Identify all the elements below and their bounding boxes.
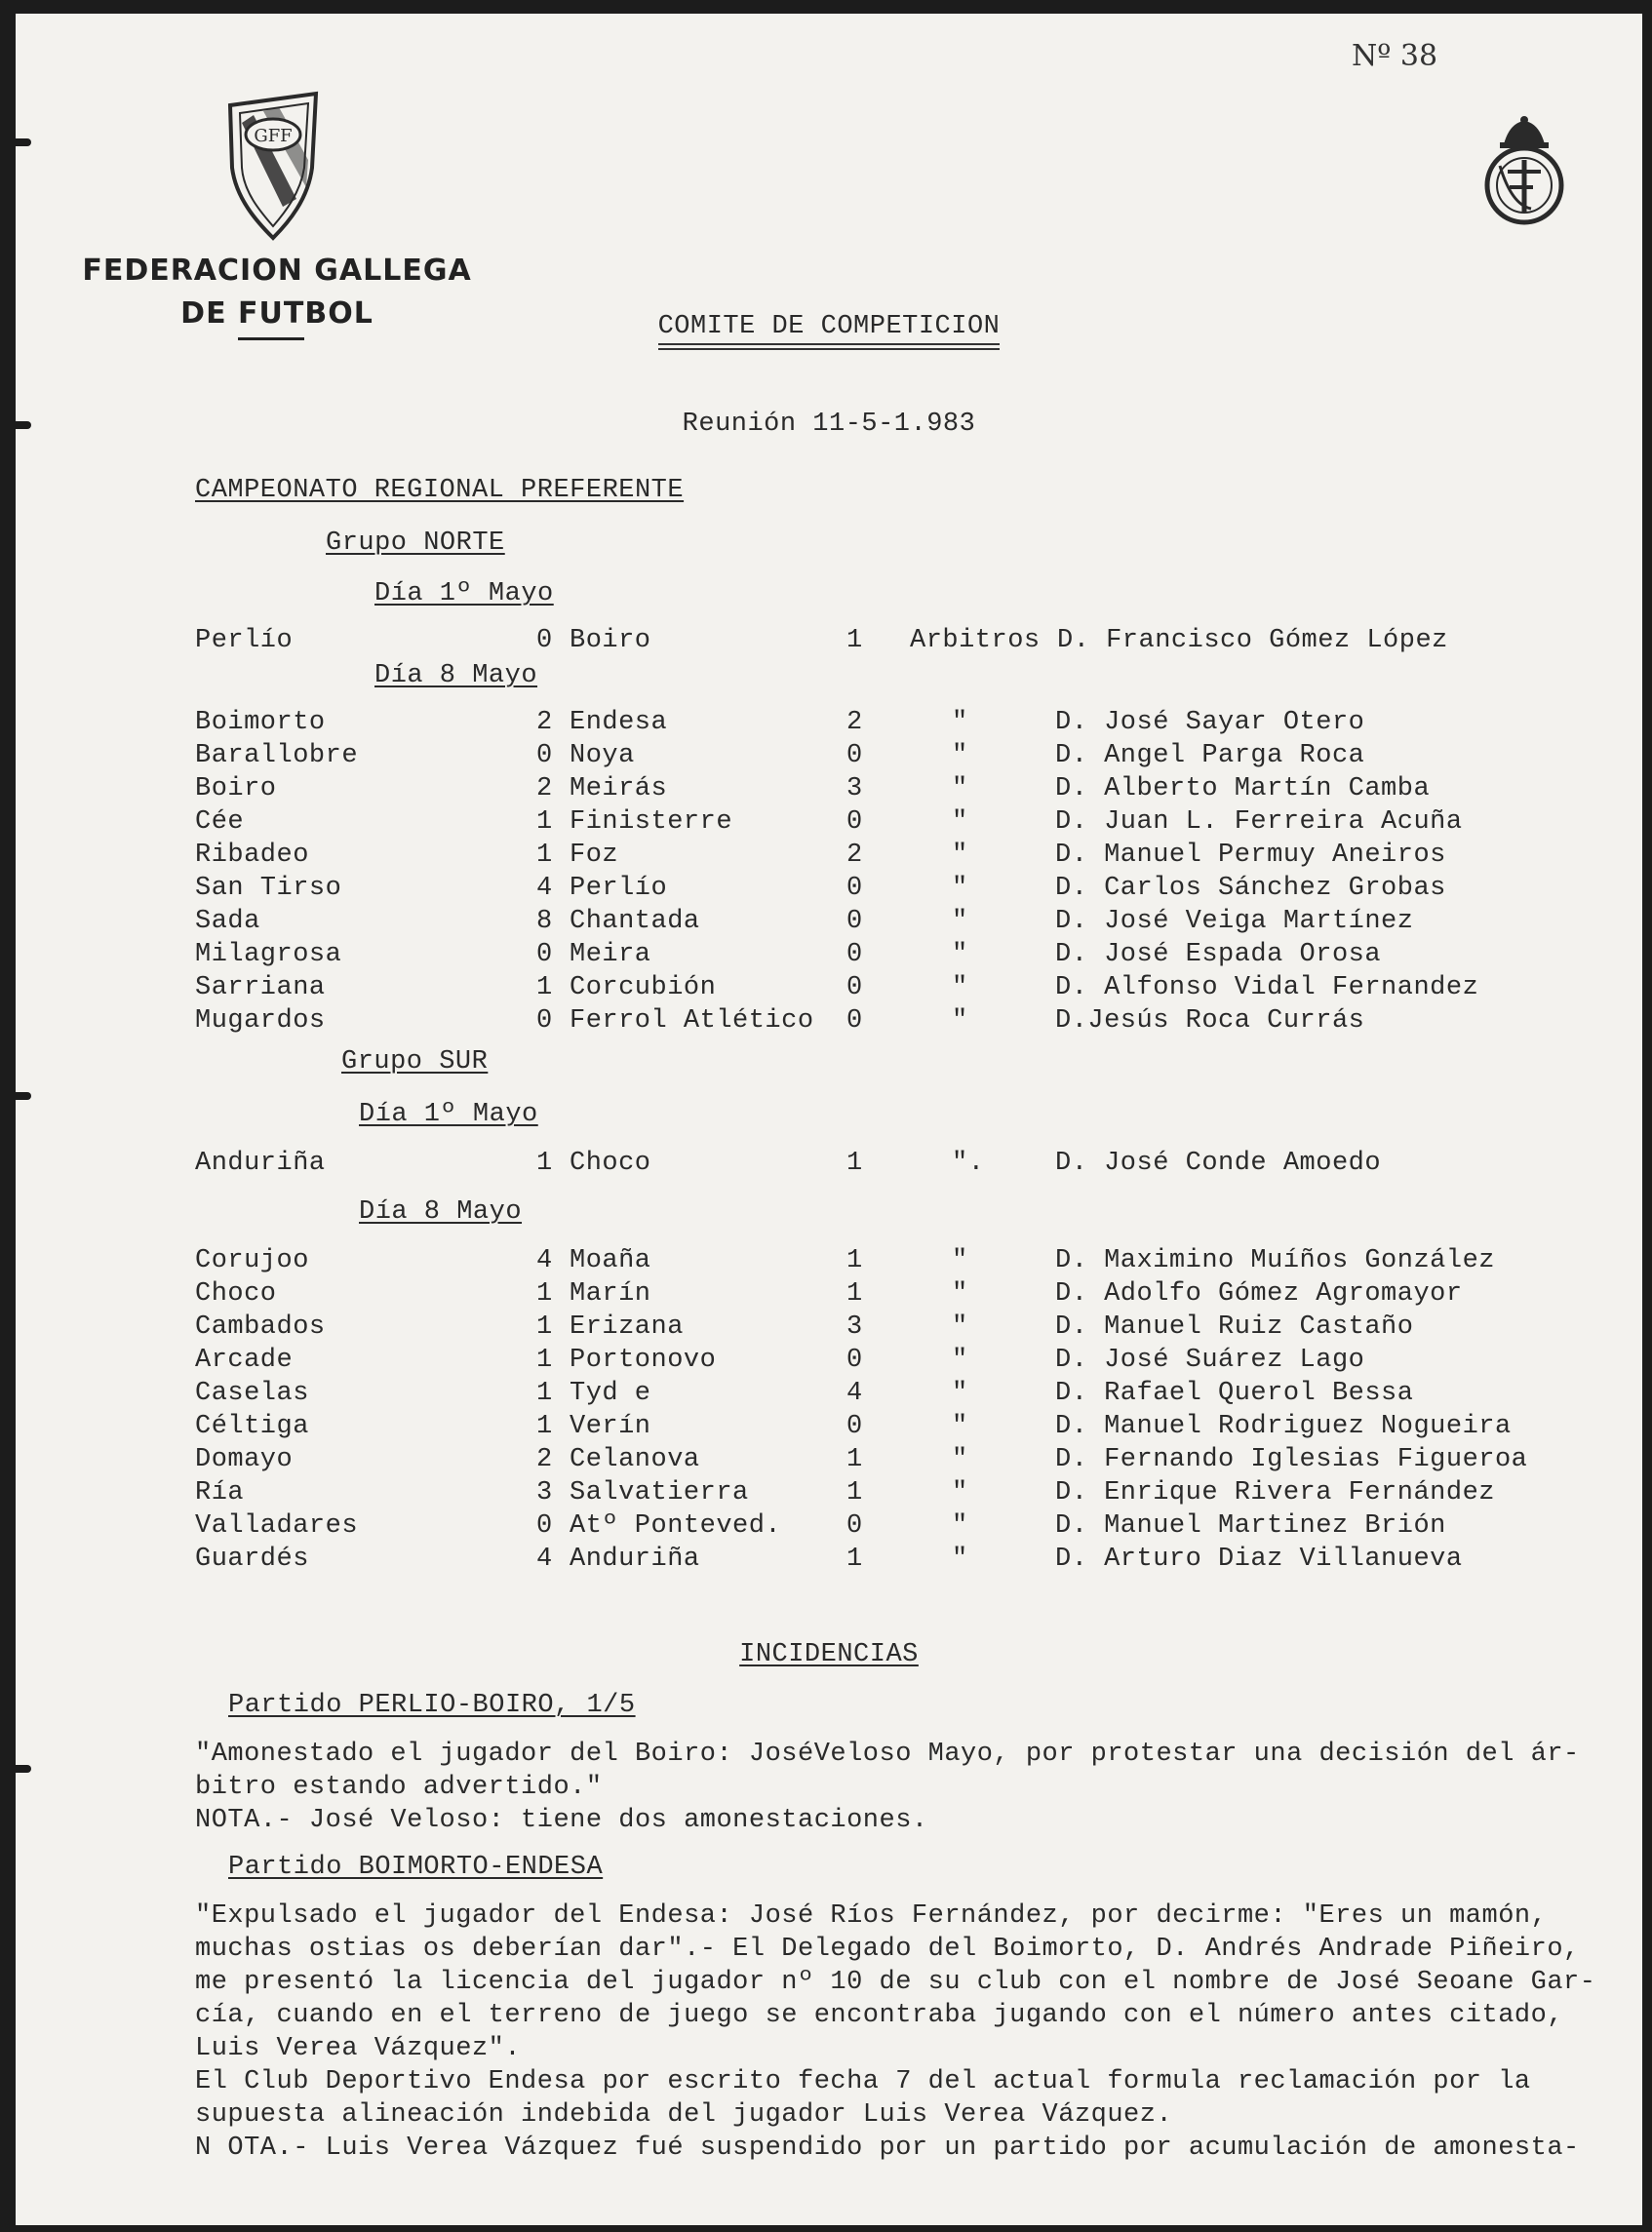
ditto-mark: " — [952, 1279, 968, 1309]
away-team: Salvatierra — [570, 1478, 749, 1508]
match-row — [16, 1312, 1642, 1346]
away-team: Anduriña — [570, 1545, 700, 1574]
text-line: cía, cuando en el terreno de juego se encontraba jugando con el número antes citado, — [195, 2001, 1564, 2030]
home-score: 1 — [536, 973, 553, 1002]
championship-title: CAMPEONATO REGIONAL PREFERENTE — [195, 476, 685, 505]
away-team: Foz — [570, 841, 619, 870]
ditto-mark: " — [952, 1545, 968, 1574]
match-row — [16, 1246, 1642, 1279]
away-score: 4 — [846, 1379, 863, 1408]
arbitros-label: Arbitros — [910, 626, 1041, 655]
away-team: Celanova — [570, 1445, 700, 1474]
match-row — [16, 1545, 1642, 1578]
text-line: supuesta alineación indebida del jugador Luis Verea Vázquez. — [195, 2100, 1173, 2130]
away-score: 1 — [846, 1149, 863, 1178]
match-row — [16, 1379, 1642, 1412]
ditto-mark: " — [952, 841, 968, 870]
ditto-mark: " — [952, 1246, 968, 1275]
match-row — [16, 1006, 1642, 1039]
away-team: Choco — [570, 1149, 651, 1178]
match-row — [16, 626, 1642, 659]
home-team: Céltiga — [195, 1412, 309, 1441]
federation-shield-logo — [224, 90, 322, 242]
norte-day8-title: Día 8 Mayo — [374, 661, 538, 690]
ditto-mark: " — [952, 1346, 968, 1375]
match-row — [16, 874, 1642, 907]
away-team: Verín — [570, 1412, 651, 1441]
home-team: Domayo — [195, 1445, 294, 1474]
group-norte-title: Grupo NORTE — [326, 529, 505, 558]
home-team: Guardés — [195, 1545, 309, 1574]
home-team: Boiro — [195, 774, 277, 803]
match-row — [16, 807, 1642, 841]
away-team: Tyd e — [570, 1379, 651, 1408]
away-team: Chantada — [570, 907, 700, 936]
away-team: Erizana — [570, 1312, 684, 1342]
referee: D. José Suárez Lago — [1055, 1346, 1365, 1375]
ditto-mark: " — [952, 1379, 968, 1408]
referee: D. Manuel Rodriguez Nogueira — [1055, 1412, 1512, 1441]
home-score: 0 — [536, 626, 553, 655]
away-team: Perlío — [570, 874, 668, 903]
document-page — [16, 14, 1642, 2225]
away-score: 0 — [846, 1412, 863, 1441]
home-team: Cée — [195, 807, 245, 837]
away-team: Marín — [570, 1279, 651, 1309]
away-team: Portonovo — [570, 1346, 717, 1375]
away-score: 1 — [846, 626, 863, 655]
away-team: Boiro — [570, 626, 651, 655]
away-score: 0 — [846, 874, 863, 903]
away-team: Endesa — [570, 708, 668, 737]
away-team: Moaña — [570, 1246, 651, 1275]
home-score: 1 — [536, 807, 553, 837]
away-score: 1 — [846, 1246, 863, 1275]
home-score: 0 — [536, 1006, 553, 1036]
home-score: 8 — [536, 907, 553, 936]
ditto-mark: ". — [952, 1149, 985, 1178]
home-score: 4 — [536, 874, 553, 903]
text-line: bitro estando advertido." — [195, 1773, 603, 1802]
text-line: Luis Verea Vázquez". — [195, 2034, 522, 2063]
home-score: 2 — [536, 1445, 553, 1474]
away-score: 3 — [846, 774, 863, 803]
away-score: 0 — [846, 940, 863, 969]
incidencias-title — [16, 1640, 1642, 1669]
away-score: 0 — [846, 1006, 863, 1036]
text-line: NOTA.- José Veloso: tiene dos amonestaciones. — [195, 1806, 928, 1835]
referee: D. José Espada Orosa — [1055, 940, 1382, 969]
federation-name-line1: FEDERACION GALLEGA — [82, 254, 472, 288]
referee: D. Maximino Muíños González — [1055, 1246, 1495, 1275]
home-team: Caselas — [195, 1379, 309, 1408]
referee: D. Manuel Ruiz Castaño — [1055, 1312, 1414, 1342]
ditto-mark: " — [952, 774, 968, 803]
ditto-mark: " — [952, 1478, 968, 1508]
away-score: 3 — [846, 1312, 863, 1342]
referee: D.Jesús Roca Currás — [1055, 1006, 1365, 1036]
home-team: San Tirso — [195, 874, 342, 903]
referee: D. José Conde Amoedo — [1055, 1149, 1382, 1178]
rfef-crest-logo — [1482, 115, 1566, 232]
group-sur-title: Grupo SUR — [341, 1047, 489, 1077]
ditto-mark: " — [952, 1006, 968, 1036]
ditto-mark: " — [952, 807, 968, 837]
home-team: Sarriana — [195, 973, 326, 1002]
ditto-mark: " — [952, 741, 968, 770]
text-line: me presentó la licencia del jugador nº 10 de su club con el nombre de José Seoane Gar- — [195, 1968, 1596, 1997]
referee: D. Adolfo Gómez Agromayor — [1055, 1279, 1463, 1309]
sur-day1-title: Día 1º Mayo — [359, 1100, 538, 1129]
document-number: Nº 38 — [1352, 39, 1438, 73]
away-score: 1 — [846, 1478, 863, 1508]
incidencias-title-text: INCIDENCIAS — [739, 1640, 919, 1669]
match-row — [16, 1346, 1642, 1379]
text-line: "Expulsado el jugador del Endesa: José Ríos Fernández, por decirme: "Eres un mamón, — [195, 1901, 1548, 1931]
home-team: Milagrosa — [195, 940, 342, 969]
federation-name-line2: DE FUTBOL — [180, 296, 374, 331]
text-line: muchas ostias os deberían dar".- El Delegado del Boimorto, D. Andrés Andrade Piñeiro, — [195, 1935, 1580, 1964]
away-score: 1 — [846, 1279, 863, 1309]
norte-day1-title: Día 1º Mayo — [374, 579, 554, 608]
away-team: Meirás — [570, 774, 668, 803]
home-team: Sada — [195, 907, 260, 936]
away-score: 1 — [846, 1545, 863, 1574]
svg-text:GFF: GFF — [254, 126, 293, 146]
home-team: Ribadeo — [195, 841, 309, 870]
away-team: Finisterre — [570, 807, 733, 837]
sur-day8-title: Día 8 Mayo — [359, 1197, 523, 1227]
referee: D. Alberto Martín Camba — [1055, 774, 1431, 803]
away-score: 0 — [846, 1346, 863, 1375]
ditto-mark: " — [952, 973, 968, 1002]
away-score: 2 — [846, 841, 863, 870]
home-score: 1 — [536, 841, 553, 870]
match-row — [16, 774, 1642, 807]
meeting-date: Reunión 11-5-1.983 — [682, 410, 976, 439]
match-row — [16, 708, 1642, 741]
away-score: 0 — [846, 907, 863, 936]
referee: D. Rafael Querol Bessa — [1055, 1379, 1414, 1408]
match-row — [16, 741, 1642, 774]
home-team: Perlío — [195, 626, 294, 655]
match-row — [16, 1279, 1642, 1312]
referee: D. Enrique Rivera Fernández — [1055, 1478, 1495, 1508]
match-row — [16, 1149, 1642, 1182]
home-team: Cambados — [195, 1312, 326, 1342]
ditto-mark: " — [952, 1445, 968, 1474]
referee: D. Alfonso Vidal Fernandez — [1055, 973, 1479, 1002]
match-row — [16, 1412, 1642, 1445]
partido1-text — [195, 1738, 1619, 1837]
away-team: Meira — [570, 940, 651, 969]
home-score: 1 — [536, 1412, 553, 1441]
home-score: 1 — [536, 1149, 553, 1178]
text-line: "Amonestado el jugador del Boiro: JoséVeloso Mayo, por protestar una decisión del ár- — [195, 1740, 1580, 1769]
ditto-mark: " — [952, 1412, 968, 1441]
punch-hole — [16, 1765, 31, 1773]
home-score: 1 — [536, 1312, 553, 1342]
home-team: Barallobre — [195, 741, 359, 770]
ditto-mark: " — [952, 708, 968, 737]
referee: D. Arturo Diaz Villanueva — [1055, 1545, 1463, 1574]
referee: D. Juan L. Ferreira Acuña — [1055, 807, 1463, 837]
punch-hole — [16, 1092, 31, 1100]
match-row — [16, 841, 1642, 874]
referee: D. Francisco Gómez López — [1057, 626, 1448, 655]
committee-title — [16, 312, 1642, 350]
ditto-mark: " — [952, 907, 968, 936]
ditto-mark: " — [952, 1312, 968, 1342]
home-score: 0 — [536, 940, 553, 969]
ditto-mark: " — [952, 1511, 968, 1541]
referee: D. Angel Parga Roca — [1055, 741, 1365, 770]
away-score: 2 — [846, 708, 863, 737]
away-team: Noya — [570, 741, 635, 770]
punch-hole — [16, 138, 31, 146]
away-score: 0 — [846, 807, 863, 837]
away-score: 0 — [846, 973, 863, 1002]
away-team: Corcubión — [570, 973, 717, 1002]
match-row — [16, 907, 1642, 940]
away-score: 0 — [846, 741, 863, 770]
partido2-text — [195, 1899, 1619, 2165]
home-team: Arcade — [195, 1346, 294, 1375]
match-row — [16, 1478, 1642, 1511]
partido1-title: Partido PERLIO-BOIRO, 1/5 — [228, 1691, 636, 1720]
partido2-title: Partido BOIMORTO-ENDESA — [228, 1853, 604, 1882]
home-team: Ría — [195, 1478, 245, 1508]
home-score: 4 — [536, 1545, 553, 1574]
match-row — [16, 973, 1642, 1006]
referee: D. Fernando Iglesias Figueroa — [1055, 1445, 1528, 1474]
referee: D. Carlos Sánchez Grobas — [1055, 874, 1446, 903]
home-team: Anduriña — [195, 1149, 326, 1178]
home-team: Boimorto — [195, 708, 326, 737]
match-row — [16, 1445, 1642, 1478]
home-score: 1 — [536, 1346, 553, 1375]
home-score: 3 — [536, 1478, 553, 1508]
referee: D. Manuel Permuy Aneiros — [1055, 841, 1446, 870]
away-team: Ferrol Atlético — [570, 1006, 814, 1036]
home-score: 2 — [536, 708, 553, 737]
referee: D. Manuel Martinez Brión — [1055, 1511, 1446, 1541]
away-team: Atº Ponteved. — [570, 1511, 782, 1541]
home-team: Choco — [195, 1279, 277, 1309]
away-score: 1 — [846, 1445, 863, 1474]
text-line: El Club Deportivo Endesa por escrito fecha 7 del actual formula reclamación por la — [195, 2067, 1531, 2096]
match-row — [16, 1511, 1642, 1545]
home-score: 4 — [536, 1246, 553, 1275]
committee-title-text: COMITE DE COMPETICION — [658, 312, 1001, 345]
ditto-mark: " — [952, 940, 968, 969]
home-score: 1 — [536, 1279, 553, 1309]
home-team: Valladares — [195, 1511, 359, 1541]
home-team: Mugardos — [195, 1006, 326, 1036]
home-score: 0 — [536, 741, 553, 770]
match-row — [16, 940, 1642, 973]
referee: D. José Veiga Martínez — [1055, 907, 1414, 936]
away-score: 0 — [846, 1511, 863, 1541]
home-score: 0 — [536, 1511, 553, 1541]
home-score: 1 — [536, 1379, 553, 1408]
text-line: N OTA.- Luis Verea Vázquez fué suspendido por un partido por acumulación de amonesta- — [195, 2134, 1580, 2163]
ditto-mark: " — [952, 874, 968, 903]
home-team: Corujoo — [195, 1246, 309, 1275]
home-score: 2 — [536, 774, 553, 803]
referee: D. José Sayar Otero — [1055, 708, 1365, 737]
